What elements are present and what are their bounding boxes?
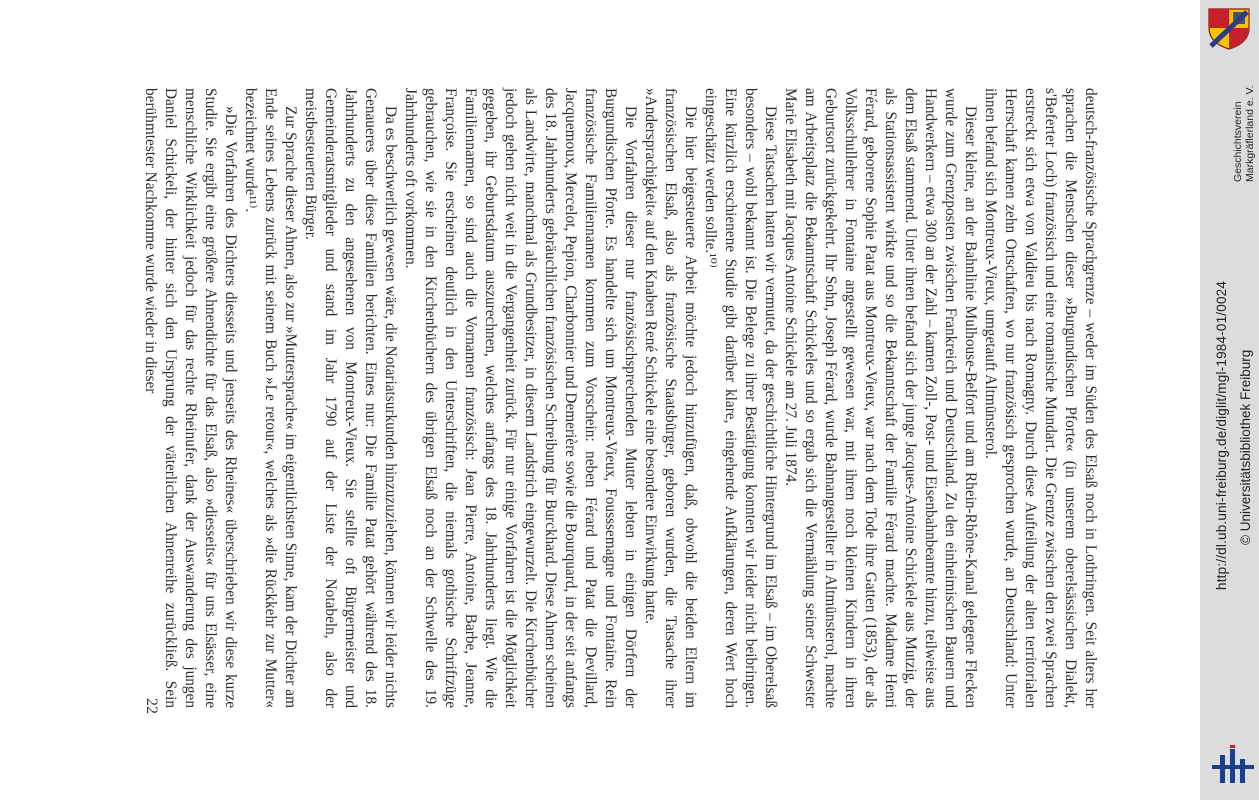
body-paragraph: Diese Tatsachen hatten wir vermutet, da der geschichtliche Hintergrund im Elsaß – im Oberelsaß besonders – wohl bekannt ist. Die Belege zu ihrer Bestätigung konnten wir leider nicht beibringen. Eine kürzlich erschienene Studie gibt darüber klare, eingehende Aufklärungen, deren Wert hoch eingeschätzt werden sollte.¹⁰⁾ xyxy=(702,88,779,708)
coat-of-arms-icon xyxy=(1205,6,1253,50)
page-number: 22 xyxy=(143,698,160,714)
body-paragraph: Die Vorfahren dieser nur französischsprechenden Mutter lebten in einigen Dörfern der Burgundischen Pforte. Es handelte sich um Montreux-Vieux, Fousssemagne und Fontaine. Rein französische Familiennamen kommen zum Vorschein: neben Férard und Patat die Devillard, Jacquemoux, Mercelot, Pepion, Charbonnier und Demerière sowie die Bourquard, in der seit anfangs des 18. Jahrhunderts gebräuchlichen französischen Schreibung für Burckhard. Diese Ahnen scheinen als Landwirte, manchmal als Grundbesitzer, in diesem Landstrich eingewurzelt. Die Kirchenbücher jedoch gehen nicht weit in die Vergangenheit zurück. Für nur einige Vorfahren ist die Möglichkeit gegeben, ihr Geburtsdatum auszurechnen, welches anfangs des 18. Jahrhunderts liegt. Wie die Familiennamen, so sind auch die Vornamen französisch: Jean Pierre, Antoine, Barbe, Jeanne, Françoise. Sie erscheinen deutlich in den Unterschriften, die niemals gothische Schriftzüge gebrauchen, wie sie in den Kirchenbüchern des übrigen Elsaß noch an der Schwelle des 19. Jahrhunderts oft vorkommen. xyxy=(402,88,639,708)
ub-freiburg-logo-icon xyxy=(1212,745,1254,785)
org-name-line1: Geschichtsverein xyxy=(1232,101,1244,182)
body-paragraph: Dieser kleine, an der Bahnlinie Mulhouse-Belfort und am Rhein-Rhône-Kanal gelegene Flecken wurde zum Grenzposten zwischen Frankreich und Deutschland. Zu den einheimischen Bauern und Handwerkern – etwa 300 an der Zahl – kamen Zoll-, Post- und Eisenbahnbeamte hinzu, teilweise aus dem Elsaß stammend. Unter ihnen befand sich der junge Jacques-Antoine Schickele aus Mutzig, der als Stationsassistent wirkte und so die Bekanntschaft der Familie Férard machte. Madame Henri Férard, geborene Sophie Patat aus Montreux-Vieux, war nach dem Tode ihre Gatten (1853), der als Volksschullehrer in Fontaine angestellt gewesen war, mit ihren noch kleinen Kindern in ihren Geburtsort zurückgekehrt. Ihr Sohn, Joseph Férard, wurde Bahnangestellter in Altmünsterol, machte am Arbeitsplatz die Bekanntschaft Schickeles und so ergab sich die Vermählung seiner Schwester Marie Elisabeth mit Jacques Antoine Schickele am 27. Juli 1874. xyxy=(782,88,979,708)
body-paragraph: Da es beschwerlich gewesen wäre, die Notariatsurkunden hinzuzuziehen, können wir leider nichts Genaueres über diese Familien berichten. Eines nur: Die Familie Patat gehört während des 18. Jahrhunderts zu den angesehenen von Montreux-Vieux. Sie stellte oft Bürgermeister und Gemeinderatsmitglieder und stand im Jahr 1790 auf der Liste der Notabeln, also der meistbesteuerten Bürger. xyxy=(302,88,399,708)
body-paragraph: Zur Sprache dieser Ahnen, also zur »Muttersprache« im eigentlichsten Sinne, kam der Dichter am Ende seines Lebens zurück mit seinem Buch »Le retour«, welches als »die Rückkehr zur Mutter« bezeichnet wurde¹¹⁾. xyxy=(242,88,299,708)
body-paragraph: Die hier beigesteuerte Arbeit möchte jedoch hinzufügen, daß, obwohl die beiden Eltern im französischen Elsaß, also als französische Staatsbürger, geboren wurden, die Tatsache ihrer »Andersprachigkeit« auf den Knaben René Schickele eine besondere Einwirkung hatte. xyxy=(642,88,699,708)
copyright-notice: © Universitätsbibliothek Freiburg xyxy=(1238,349,1253,545)
body-paragraph: »Die Vorfahren des Dichters diesseits und jenseits des Rheines« überschrieben wir diese kurze Studie. Sie ergibt eine größere Ahnendichte für das Elsaß, also »diesseits« für uns Elsässer, eine menschliche Wirklichkeit jedoch für das rechte Rheinufer, dank der Auswanderung des jungen Daniel Schickeli, der hinter sich den Ursprung der väterlichen Ahnenreihe zurückließ. Sein berühmtester Nachkomme wurde wieder in dieser xyxy=(142,88,239,708)
document-url-link[interactable]: http://dl.ub.uni-freiburg.de/diglit/mgl-1984-01/0024 xyxy=(1214,280,1229,590)
rotated-page-content xyxy=(100,0,1100,800)
page-body-text xyxy=(140,88,1100,708)
org-name-line2: Markgräflerland e. V. xyxy=(1244,85,1256,182)
body-paragraph: deutsch-französische Sprachgrenze – weder im Süden des Elsaß noch in Lothringen. Seit alters her sprachen die Menschen dieser »Burgundischen Pforte« (in unserem oberelsässischen Dialekt, s'Beferter Loch) französisch und eine romanische Mundart. Die Grenze zwischen den zwei Sprachen erstreckt sich etwa von Valdieu bis nach Romagny. Durch diese Aufteilung der alten territorialen Herrschaft kamen zehn Ortschaften, wo nur französisch gesprochen wurde, an Deutschland: Unter ihnen befand sich Montreux-Vieux, umgetauft Altmünsterol. xyxy=(982,88,1099,708)
